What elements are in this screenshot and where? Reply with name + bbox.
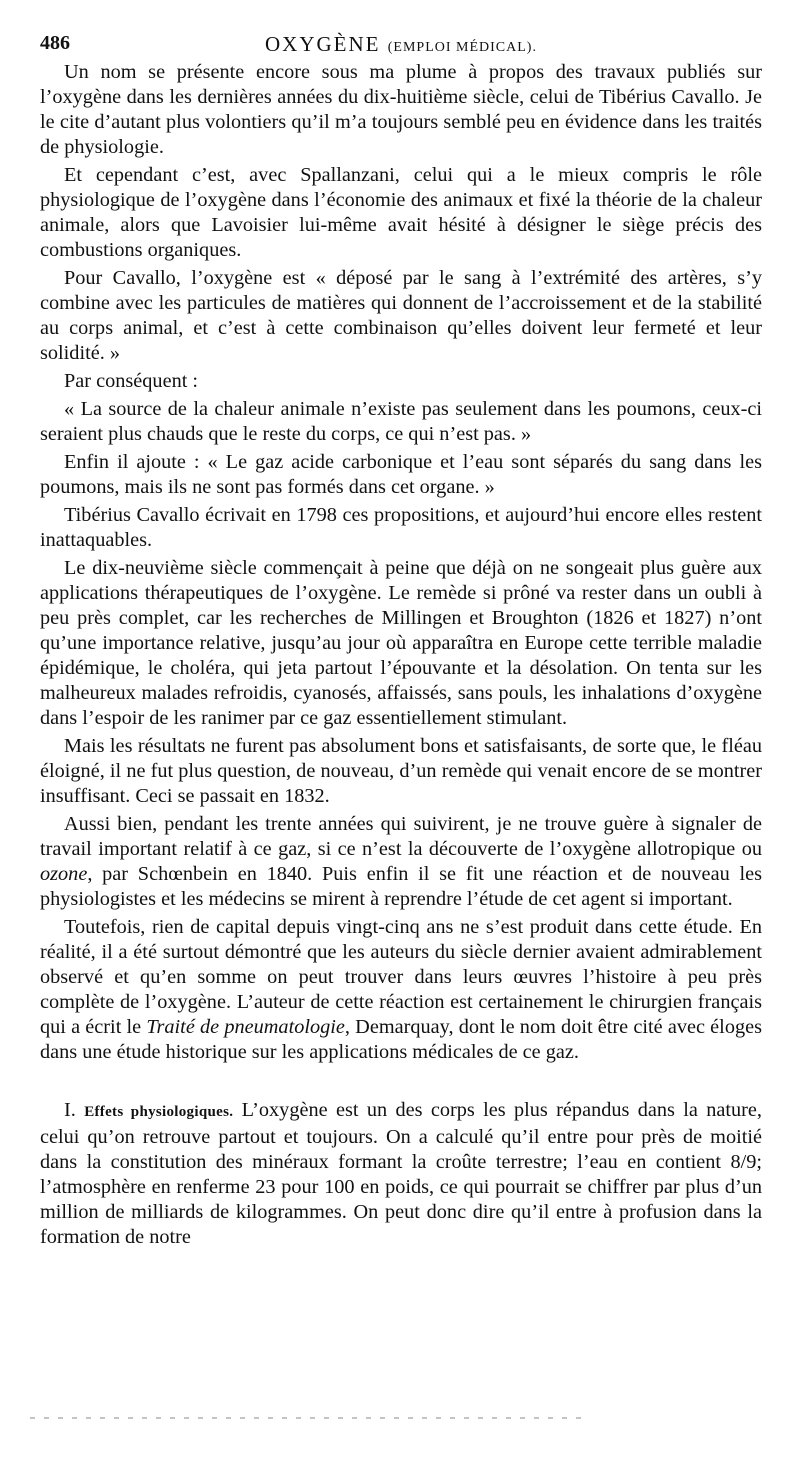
ozone-text-after: , par Schœnbein en 1840. Puis enfin il se fit une réaction et de nouveau les physiologistes et les médecins se mirent à reprendre l’étude de cet agent si important. xyxy=(40,863,762,910)
traite-text-after: , Demarquay, dont le nom doit être cité avec éloges dans une étude historique sur les applications médicales de ce gaz. xyxy=(40,1016,762,1063)
paragraph-cavallo-quote: Pour Cavallo, l’oxygène est « déposé par le sang à l’extrémité des artères, s’y combine avec les particules de matières qui donnent de l’accroissement et de la stabilité au corps animal, et c’est à cette combinaison qu’elles doivent leur fermeté et leur solidité. » xyxy=(40,267,762,364)
running-head-subtitle: (EMPLOI MÉDICAL). xyxy=(387,40,537,55)
section-gap xyxy=(40,1068,762,1098)
footer-dotted-rule xyxy=(30,1417,590,1419)
paragraph-cavallo-intro: Un nom se présente encore sous ma plume à propos des travaux publiés sur l’oxygène dans les dernières années du dix-huitième siècle, celui de Tibérius Cavallo. Je le cite d’autant plus volontiers qu’il m’a toujours semblé peu en évidence dans les traités de physiologie. xyxy=(40,61,762,158)
traite-text-before: Toutefois, rien de capital depuis vingt-cinq ans ne s’est produit dans cette étude. En réalité, il a été surtout démontré que les auteurs du siècle dernier avaient admirablement observé et qu’en somme on peut trouver dans leurs œuvres l’histoire à peu près complète de l’oxygène. L’auteur de cette réaction est certainement le chirurgien français qui a écrit le xyxy=(40,916,762,1038)
paragraph-consequence: Par conséquent : xyxy=(64,370,199,392)
body-text xyxy=(40,60,762,1253)
ozone-italic: ozone xyxy=(40,863,88,885)
paragraph-results: Mais les résultats ne furent pas absolument bons et satisfaisants, de sorte que, le fléau éloigné, il ne fut plus question, de nouveau, d’un remède qui venait encore de se montrer insuffisant. Ceci se passait en 1832. xyxy=(40,735,762,807)
paragraph-nineteenth-century: Le dix-neuvième siècle commençait à peine que déjà on ne songeait plus guère aux applications thérapeutiques de l’oxygène. Le remède si prôné va rester dans un oubli à peu près complet, car les recherches de Millingen et Broughton (1826 et 1827) n’ont qu’une importance relative, jusqu’au jour où apparaîtra en Europe cette terrible maladie épidémique, le choléra, qui jeta partout l’épouvante et la désolation. On tenta sur les malheureux malades refroidis, cyanosés, affaissés, sans pouls, les inhalations d’oxygène dans l’espoir de les ranimer par ce gaz essentiellement stimulant. xyxy=(40,557,762,729)
paragraph-ozone xyxy=(40,812,762,912)
ozone-text-before: Aussi bien, pendant les trente années qui suivirent, je ne trouve guère à signaler de travail important relatif à ce gaz, si ce n’est la découverte de l’oxygène allotropique ou xyxy=(40,813,762,860)
paragraph-carbonic-quote: Enfin il ajoute : « Le gaz acide carbonique et l’eau sont séparés du sang dans les poumons, mais ils ne sont pas formés dans cet organe. » xyxy=(40,451,762,498)
running-head-title: OXYGÈNE xyxy=(265,32,381,56)
running-head xyxy=(40,32,762,57)
paragraph-heat-quote: « La source de la chaleur animale n’existe pas seulement dans les poumons, ceux-ci seraient plus chauds que le reste du corps, ce qui n’est pas. » xyxy=(40,398,762,445)
section-heading: Effets physiologiques. xyxy=(84,1104,234,1120)
paragraph-1798: Tibérius Cavallo écrivait en 1798 ces propositions, et aujourd’hui encore elles restent inattaquables. xyxy=(40,504,762,551)
section-effets-physiologiques xyxy=(40,1098,762,1250)
paragraph-traite xyxy=(40,915,762,1065)
section-number: I. xyxy=(64,1099,76,1121)
page-header xyxy=(40,28,762,60)
section-text: L’oxygène est un des corps les plus répandus dans la nature, celui qu’on retrouve partout et toujours. On a calculé qu’il entre pour près de moitié dans la constitution des minéraux formant la croûte terrestre; l’eau en contient 8/9; l’atmosphère en renferme 23 pour 100 en poids, ce qui pourrait se chiffrer par plus d’un million de milliards de kilogrammes. On peut donc dire qu’il entre à profusion dans la formation de notre xyxy=(40,1099,762,1248)
page-number: 486 xyxy=(40,32,70,54)
paragraph-spallanzani: Et cependant c’est, avec Spallanzani, celui qui a le mieux compris le rôle physiologique de l’oxygène dans l’économie des animaux et fixé la théorie de la chaleur animale, alors que Lavoisier lui-même avait hésité à désigner le siège précis des combustions organiques. xyxy=(40,164,762,261)
traite-italic: Traité de pneumatologie xyxy=(146,1016,345,1038)
